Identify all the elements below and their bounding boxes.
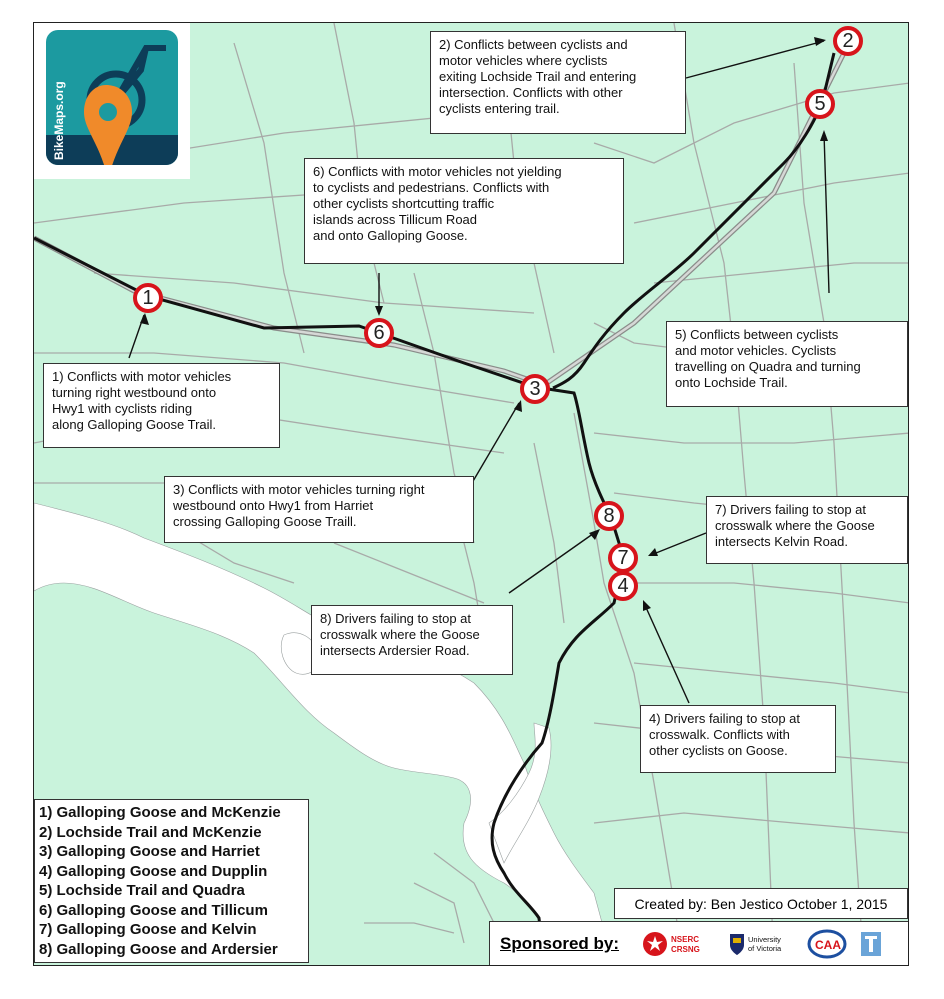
marker-4[interactable]: 4: [608, 571, 638, 601]
legend-item: 4) Galloping Goose and Dupplin: [39, 862, 268, 880]
marker-3[interactable]: 3: [520, 374, 550, 404]
marker-2[interactable]: 2: [833, 26, 863, 56]
callout-7: 7) Drivers failing to stop at crosswalk where the Goose intersects Kelvin Road.: [706, 496, 908, 564]
logo-text: BikeMaps.org: [52, 81, 66, 160]
nserc-logo-icon: [641, 929, 717, 959]
legend-item: 5) Lochside Trail and Quadra: [39, 882, 245, 899]
credit-text: Created by: Ben Jestico October 1, 2015: [614, 888, 908, 919]
callout-4: 4) Drivers failing to stop at crosswalk. Conflicts with other cyclists on Goose.: [640, 705, 836, 773]
svg-text:CRSNG: CRSNG: [671, 945, 700, 954]
caa-logo-icon: [807, 929, 847, 959]
logo-tile: [46, 30, 178, 165]
svg-text:University: University: [748, 935, 781, 944]
callout-8: 8) Drivers failing to stop at crosswalk where the Goose intersects Ardersier Road.: [311, 605, 513, 675]
sponsors-title: Sponsored by:: [500, 934, 620, 953]
marker-1[interactable]: 1: [133, 283, 163, 313]
callout-5: 5) Conflicts between cyclists and motor vehicles. Cyclists travelling on Quadra and turning onto Lochside Trail.: [666, 321, 908, 407]
svg-text:CAA: CAA: [815, 938, 842, 952]
legend: [34, 799, 309, 963]
marker-8[interactable]: 8: [594, 501, 624, 531]
marker-5[interactable]: 5: [805, 89, 835, 119]
callout-2: 2) Conflicts between cyclists and motor vehicles where cyclists exiting Lochside Trail and entering intersection. Conflicts with other cyclists entering trail.: [430, 31, 686, 134]
callout-1: 1) Conflicts with motor vehicles turning right westbound onto Hwy1 with cyclists riding along Galloping Goose Trail.: [43, 363, 280, 448]
legend-item: 2) Lochside Trail and McKenzie: [39, 823, 262, 841]
callout-3: 3) Conflicts with motor vehicles turning right westbound onto Hwy1 from Harriet crossing Galloping Goose Traill.: [164, 476, 474, 543]
legend-item: 8) Galloping Goose and Ardersier: [39, 940, 278, 958]
ti-logo-icon: [857, 929, 885, 959]
legend-item: 7) Galloping Goose and Kelvin: [39, 921, 257, 938]
legend-item: 3) Galloping Goose and Harriet: [39, 843, 260, 860]
svg-text:of Victoria: of Victoria: [748, 944, 782, 953]
sponsors-box: [489, 921, 909, 966]
callout-6: 6) Conflicts with motor vehicles not yielding to cyclists and pedestrians. Conflicts with other cyclists shortcutting traffic islands across Tillicum Road and onto Galloping Goose.: [304, 158, 624, 264]
marker-7[interactable]: 7: [608, 543, 638, 573]
legend-item: 1) Galloping Goose and McKenzie: [39, 804, 281, 821]
marker-6[interactable]: 6: [364, 318, 394, 348]
legend-item: 6) Galloping Goose and Tillicum: [39, 901, 268, 919]
map-frame: [33, 22, 909, 966]
uvic-logo-icon: [727, 929, 797, 959]
bikemaps-logo: [34, 23, 190, 179]
svg-text:NSERC: NSERC: [671, 935, 700, 944]
